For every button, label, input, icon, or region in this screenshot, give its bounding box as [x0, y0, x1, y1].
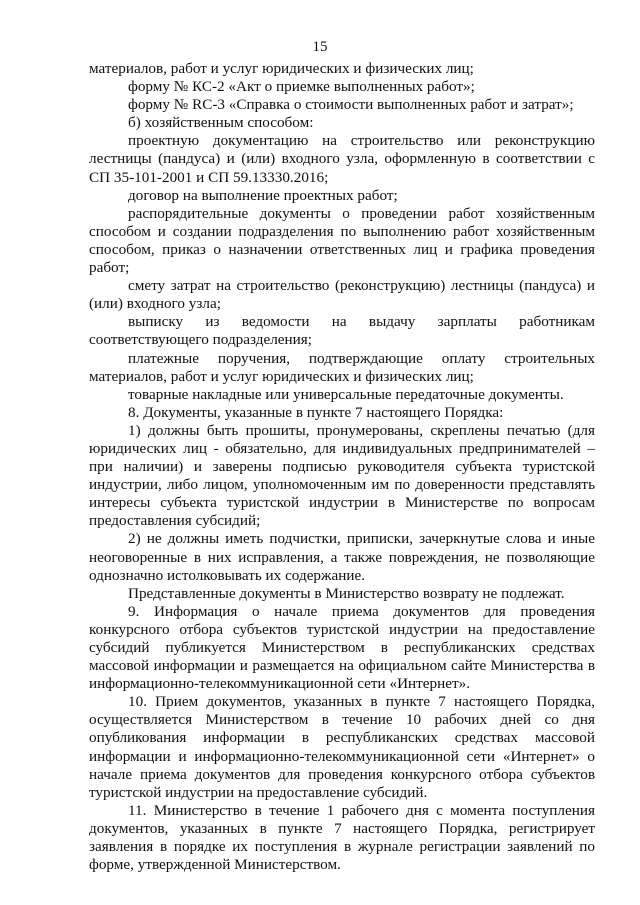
paragraph: Представленные документы в Министерство возврату не подлежат.: [128, 584, 565, 602]
paragraph: 9. Информация о начале приема документов для проведения конкурсного отбора субъектов туристской индустрии на предоставление субсидий публикуется Министерством в республиканских средствах массовой информации и размещается на официальном сайте Министерства в информационно-телекоммуникационной сети «Интернет».: [89, 602, 595, 693]
document-body: [89, 60, 595, 874]
page-number: 15: [312, 39, 328, 55]
paragraph: товарные накладные или универсальные передаточные документы.: [128, 385, 564, 403]
paragraph: проектную документацию на строительство или реконструкцию лестницы (пандуса) и (или) входного узла, оформленную в соответствии с СП 35-101-2001 и СП 59.13330.2016;: [89, 132, 595, 186]
paragraph: платежные поручения, подтверждающие оплату строительных материалов, работ и услуг юридических и физических лиц;: [89, 349, 595, 385]
paragraph: материалов, работ и услуг юридических и физических лиц;: [89, 60, 474, 77]
paragraph: форму № RC-3 «Справка о стоимости выполненных работ и затрат»;: [128, 96, 574, 114]
paragraph: смету затрат на строительство (реконструкцию) лестницы (пандуса) и (или) входного узла;: [89, 277, 595, 313]
paragraph: 10. Прием документов, указанных в пункте 7 настоящего Порядка, осуществляется Министерством в течение 10 рабочих дней со дня опубликования информации в республиканских средствах массовой информации и информационно-телекоммуникационной сети «Интернет» о начале приема документов для проведения конкурсного отбора субъектов туристской индустрии на предоставление субсидий.: [89, 693, 595, 801]
paragraph: выписку из ведомости на выдачу зарплаты работникам соответствующего подразделения;: [89, 313, 595, 349]
paragraph: б) хозяйственным способом:: [128, 114, 314, 132]
paragraph: распорядительные документы о проведении работ хозяйственным способом и создании подразделения по выполнению работ хозяйственным способом, приказ о назначении ответственных лиц и графика проведения работ;: [89, 204, 595, 277]
paragraph: 8. Документы, указанные в пункте 7 настоящего Порядка:: [128, 403, 504, 421]
paragraph: 11. Министерство в течение 1 рабочего дня с момента поступления документов, указанных в пункте 7 настоящего Порядка, регистрирует заявления в порядке их поступления в журнале регистрации заявлений по форме, утвержденной Министерством.: [89, 801, 595, 874]
paragraph: форму № КС-2 «Акт о приемке выполненных работ»;: [128, 78, 475, 96]
paragraph: 2) не должны иметь подчистки, приписки, зачеркнутые слова и иные неоговоренные в них исправления, а также повреждения, не позволяющие однозначно истолковывать их содержание.: [89, 530, 595, 584]
paragraph: договор на выполнение проектных работ;: [128, 186, 398, 204]
paragraph: 1) должны быть прошиты, пронумерованы, скреплены печатью (для юридических лиц - обязательно, для индивидуальных предпринимателей – при наличии) и заверены подписью руководителя субъекта туристской индустрии, либо лицом, уполномоченным им по доверенности представлять интересы субъекта туристской индустрии в Министерстве по вопросам предоставления субсидий;: [89, 421, 595, 530]
